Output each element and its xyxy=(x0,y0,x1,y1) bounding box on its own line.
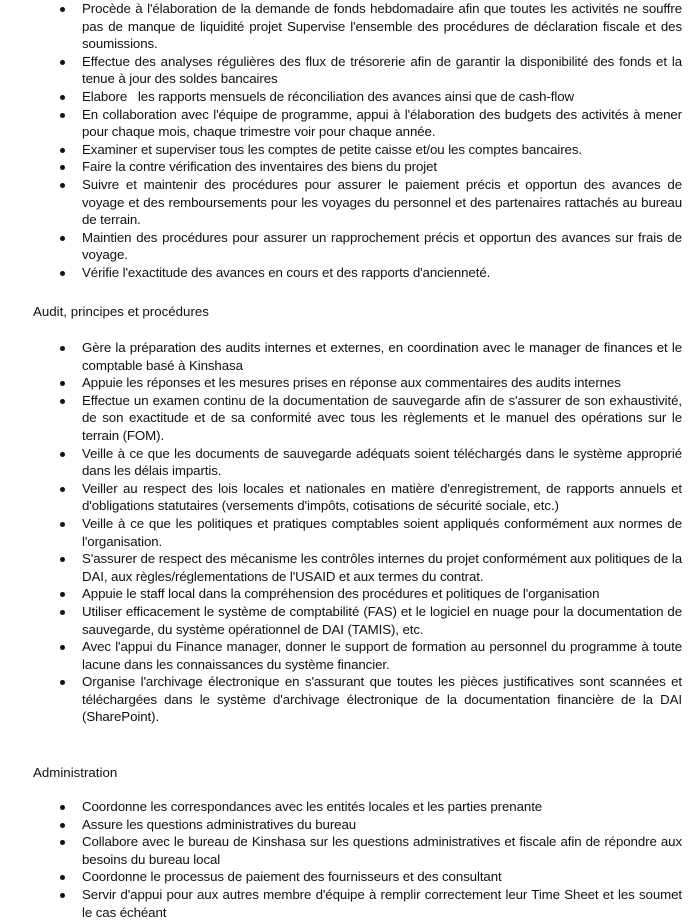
list-item: Appuie le staff local dans la compréhension des procédures et politiques de l'organisation xyxy=(0,585,700,603)
list-item: Utiliser efficacement le système de comptabilité (FAS) et le logiciel en nuage pour la documentation de sauvegarde, du système opérationnel de DAI (TAMIS), etc. xyxy=(0,603,700,638)
list-item: Effectue des analyses régulières des flux de trésorerie afin de garantir la disponibilité des fonds et la tenue à jour des soldes bancaires xyxy=(0,53,700,88)
list-item: Gère la préparation des audits internes et externes, en coordination avec le manager de finances et le comptable basé à Kinshasa xyxy=(0,339,700,374)
list-item: Procède à l'élaboration de la demande de fonds hebdomadaire afin que toutes les activités ne souffre pas de manque de liquidité projet Supervise l'ensemble des procédures de déclaration fiscale et des soumissions. xyxy=(0,0,700,53)
section-heading-administration: Administration xyxy=(33,765,118,780)
list-item: Maintien des procédures pour assurer un rapprochement précis et opportun des avances sur frais de voyage. xyxy=(0,229,700,264)
section-heading-audit: Audit, principes et procédures xyxy=(33,304,209,319)
administration-tasks-list xyxy=(0,798,700,921)
list-item: Examiner et superviser tous les comptes de petite caisse et/ou les comptes bancaires. xyxy=(0,141,700,159)
list-item: Vérifie l'exactitude des avances en cours et des rapports d'ancienneté. xyxy=(0,264,700,282)
list-item: Assure les questions administratives du bureau xyxy=(0,816,700,834)
list-item: Veille à ce que les politiques et pratiques comptables soient appliqués conformément aux normes de l'organisation. xyxy=(0,515,700,550)
list-item: Suivre et maintenir des procédures pour assurer le paiement précis et opportun des avances de voyage et des remboursements pour les voyages du personnel et des partenaires rattachés au bureau de terrain. xyxy=(0,176,700,229)
list-item: En collaboration avec l'équipe de programme, appui à l'élaboration des budgets des activités à mener pour chaque mois, chaque trimestre voir pour chaque année. xyxy=(0,106,700,141)
list-item: Veiller au respect des lois locales et nationales en matière d'enregistrement, de rapports annuels et d'obligations statutaires (versements d'impôts, cotisations de sécurité sociale, etc.) xyxy=(0,480,700,515)
list-item: Avec l'appui du Finance manager, donner le support de formation au personnel du programme à toute lacune dans les connaissances du système financier. xyxy=(0,638,700,673)
list-item: Organise l'archivage électronique en s'assurant que toutes les pièces justificatives sont scannées et téléchargées dans le système d'archivage électronique de la documentation financière de la DAI (SharePoint). xyxy=(0,673,700,726)
list-item: Veille à ce que les documents de sauvegarde adéquats soient téléchargés dans le système approprié dans les délais impartis. xyxy=(0,445,700,480)
list-item: Coordonne le processus de paiement des fournisseurs et des consultant xyxy=(0,868,700,886)
audit-tasks-list xyxy=(0,339,700,726)
list-item: S'assurer de respect des mécanisme les contrôles internes du projet conformément aux politiques de la DAI, aux règles/réglementations de l'USAID et aux termes du contrat. xyxy=(0,550,700,585)
list-item: Appuie les réponses et les mesures prises en réponse aux commentaires des audits internes xyxy=(0,374,700,392)
list-item: Coordonne les correspondances avec les entités locales et les parties prenante xyxy=(0,798,700,816)
list-item: Elabore les rapports mensuels de réconciliation des avances ainsi que de cash-flow xyxy=(0,88,700,106)
list-item: Effectue un examen continu de la documentation de sauvegarde afin de s'assurer de son exhaustivité, de son exactitude et de sa conformité avec tous les règlements et le manuel des opérations sur le terrain (FOM). xyxy=(0,392,700,445)
list-item: Collabore avec le bureau de Kinshasa sur les questions administratives et fiscale afin de répondre aux besoins du bureau local xyxy=(0,833,700,868)
list-item: Faire la contre vérification des inventaires des biens du projet xyxy=(0,158,700,176)
finance-tasks-list xyxy=(0,0,700,282)
list-item: Servir d'appui pour aux autres membre d'équipe à remplir correctement leur Time Sheet et les soumet le cas échéant xyxy=(0,886,700,921)
